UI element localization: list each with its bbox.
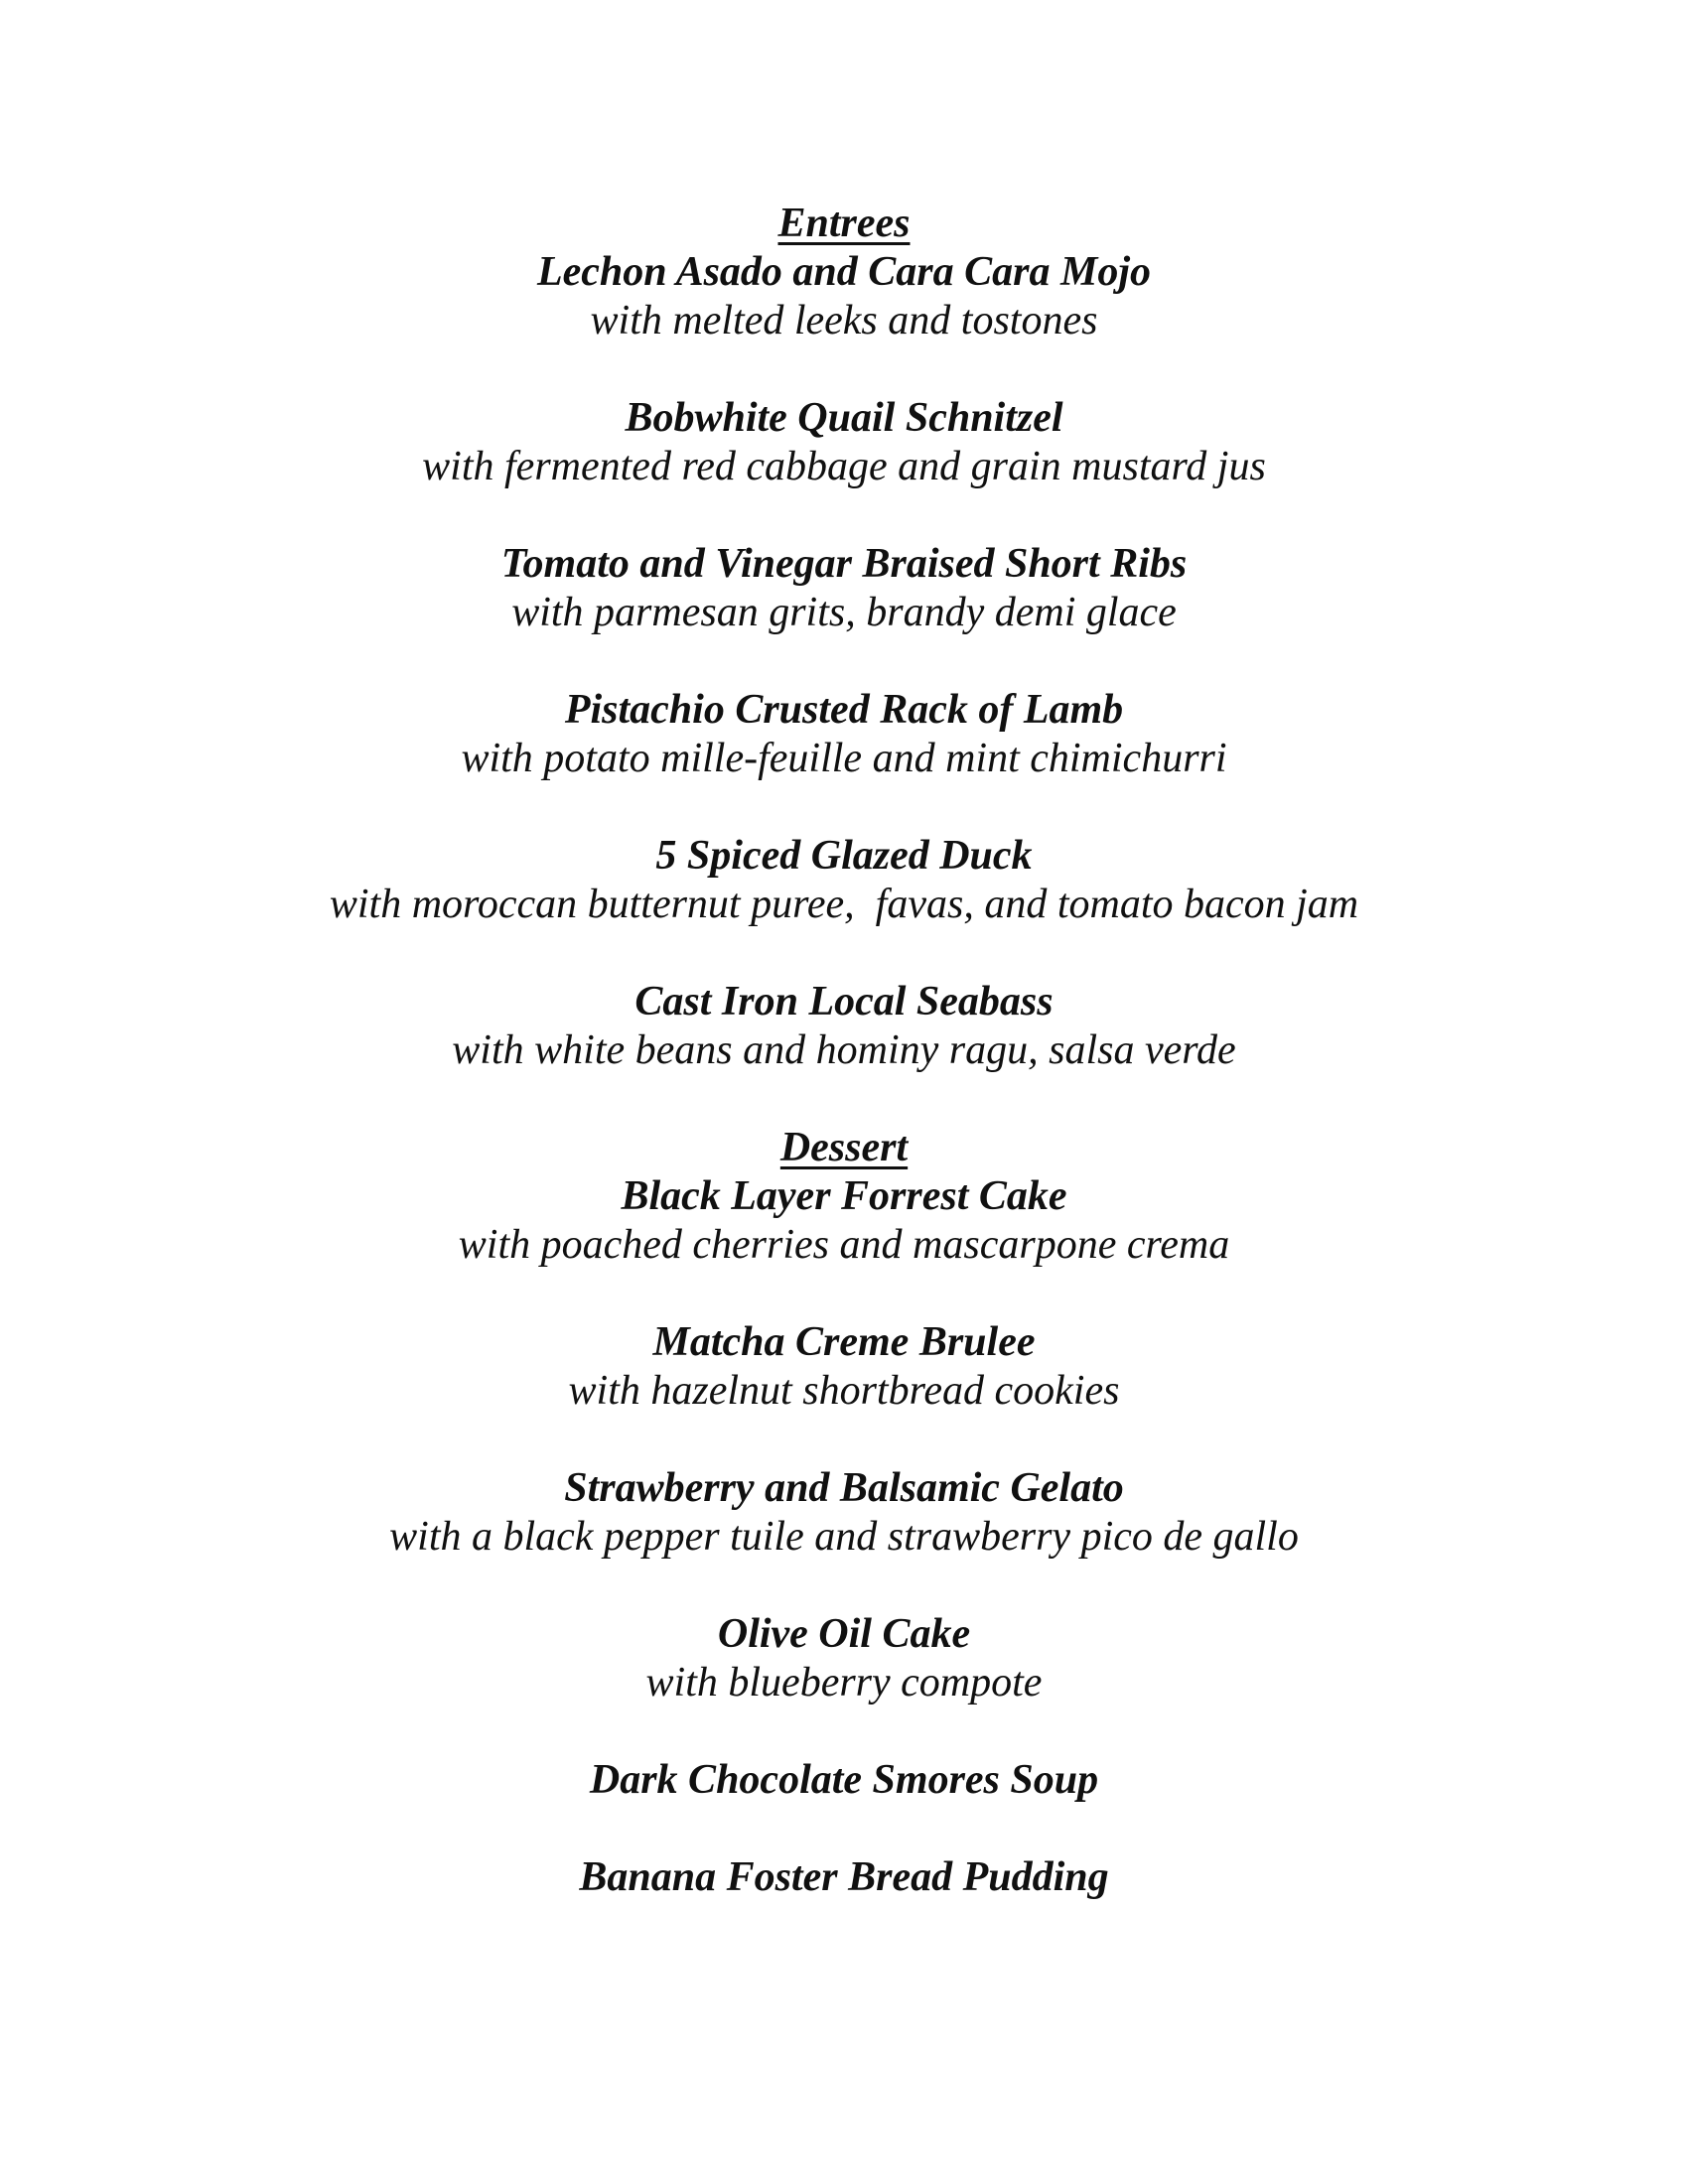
menu-item-description: with fermented red cabbage and grain mustard jus — [422, 444, 1266, 489]
menu-item-bobwhite-quail — [0, 394, 1688, 491]
menu-item-rack-of-lamb — [0, 686, 1688, 783]
menu-item-glazed-duck — [0, 832, 1688, 929]
menu-item-description: with poached cherries and mascarpone crema — [458, 1222, 1230, 1268]
menu-item-name: Banana Foster Bread Pudding — [579, 1854, 1109, 1900]
menu-item-description: with potato mille-feuille and mint chimichurri — [461, 736, 1227, 781]
menu-item-description: with white beans and hominy ragu, salsa verde — [452, 1027, 1236, 1073]
section-header-dessert — [0, 1124, 1688, 1172]
menu-item-name: Matcha Creme Brulee — [652, 1319, 1036, 1365]
menu-item-name: Dark Chocolate Smores Soup — [589, 1757, 1099, 1803]
menu-item-local-seabass — [0, 978, 1688, 1075]
menu-item-description: with blueberry compote — [645, 1660, 1043, 1706]
menu-item-description: with moroccan butternut puree, favas, and tomato bacon jam — [329, 882, 1359, 927]
menu-item-name: Pistachio Crusted Rack of Lamb — [564, 687, 1124, 733]
menu-item-description: with parmesan grits, brandy demi glace — [511, 590, 1177, 635]
menu-item-name: Tomato and Vinegar Braised Short Ribs — [500, 541, 1188, 587]
menu-item-name: Bobwhite Quail Schnitzel — [625, 395, 1063, 441]
menu-item-description: with hazelnut shortbread cookies — [568, 1368, 1120, 1414]
menu-item-name: Lechon Asado and Cara Cara Mojo — [536, 249, 1152, 295]
menu-item-description: with melted leeks and tostones — [590, 298, 1098, 343]
menu-item-name: Black Layer Forrest Cake — [621, 1173, 1067, 1219]
menu-item-olive-oil-cake — [0, 1610, 1688, 1707]
menu-item-name: Olive Oil Cake — [717, 1611, 971, 1657]
menu-item-matcha-creme-brulee — [0, 1318, 1688, 1416]
section-header-entrees — [0, 200, 1688, 248]
menu-item-forrest-cake — [0, 1172, 1688, 1270]
menu-item-short-ribs — [0, 540, 1688, 637]
section-title-text: Entrees — [777, 201, 911, 246]
menu-item-smores-soup — [0, 1756, 1688, 1805]
menu-item-name: Cast Iron Local Seabass — [634, 979, 1054, 1024]
menu-item-balsamic-gelato — [0, 1464, 1688, 1562]
menu-item-name: 5 Spiced Glazed Duck — [655, 833, 1033, 879]
section-title-text: Dessert — [779, 1125, 909, 1170]
menu-item-name: Strawberry and Balsamic Gelato — [564, 1465, 1124, 1511]
menu-item-banana-foster — [0, 1853, 1688, 1902]
menu-item-description: with a black pepper tuile and strawberry pico de gallo — [389, 1514, 1299, 1560]
menu-item-lechon-asado — [0, 248, 1688, 345]
